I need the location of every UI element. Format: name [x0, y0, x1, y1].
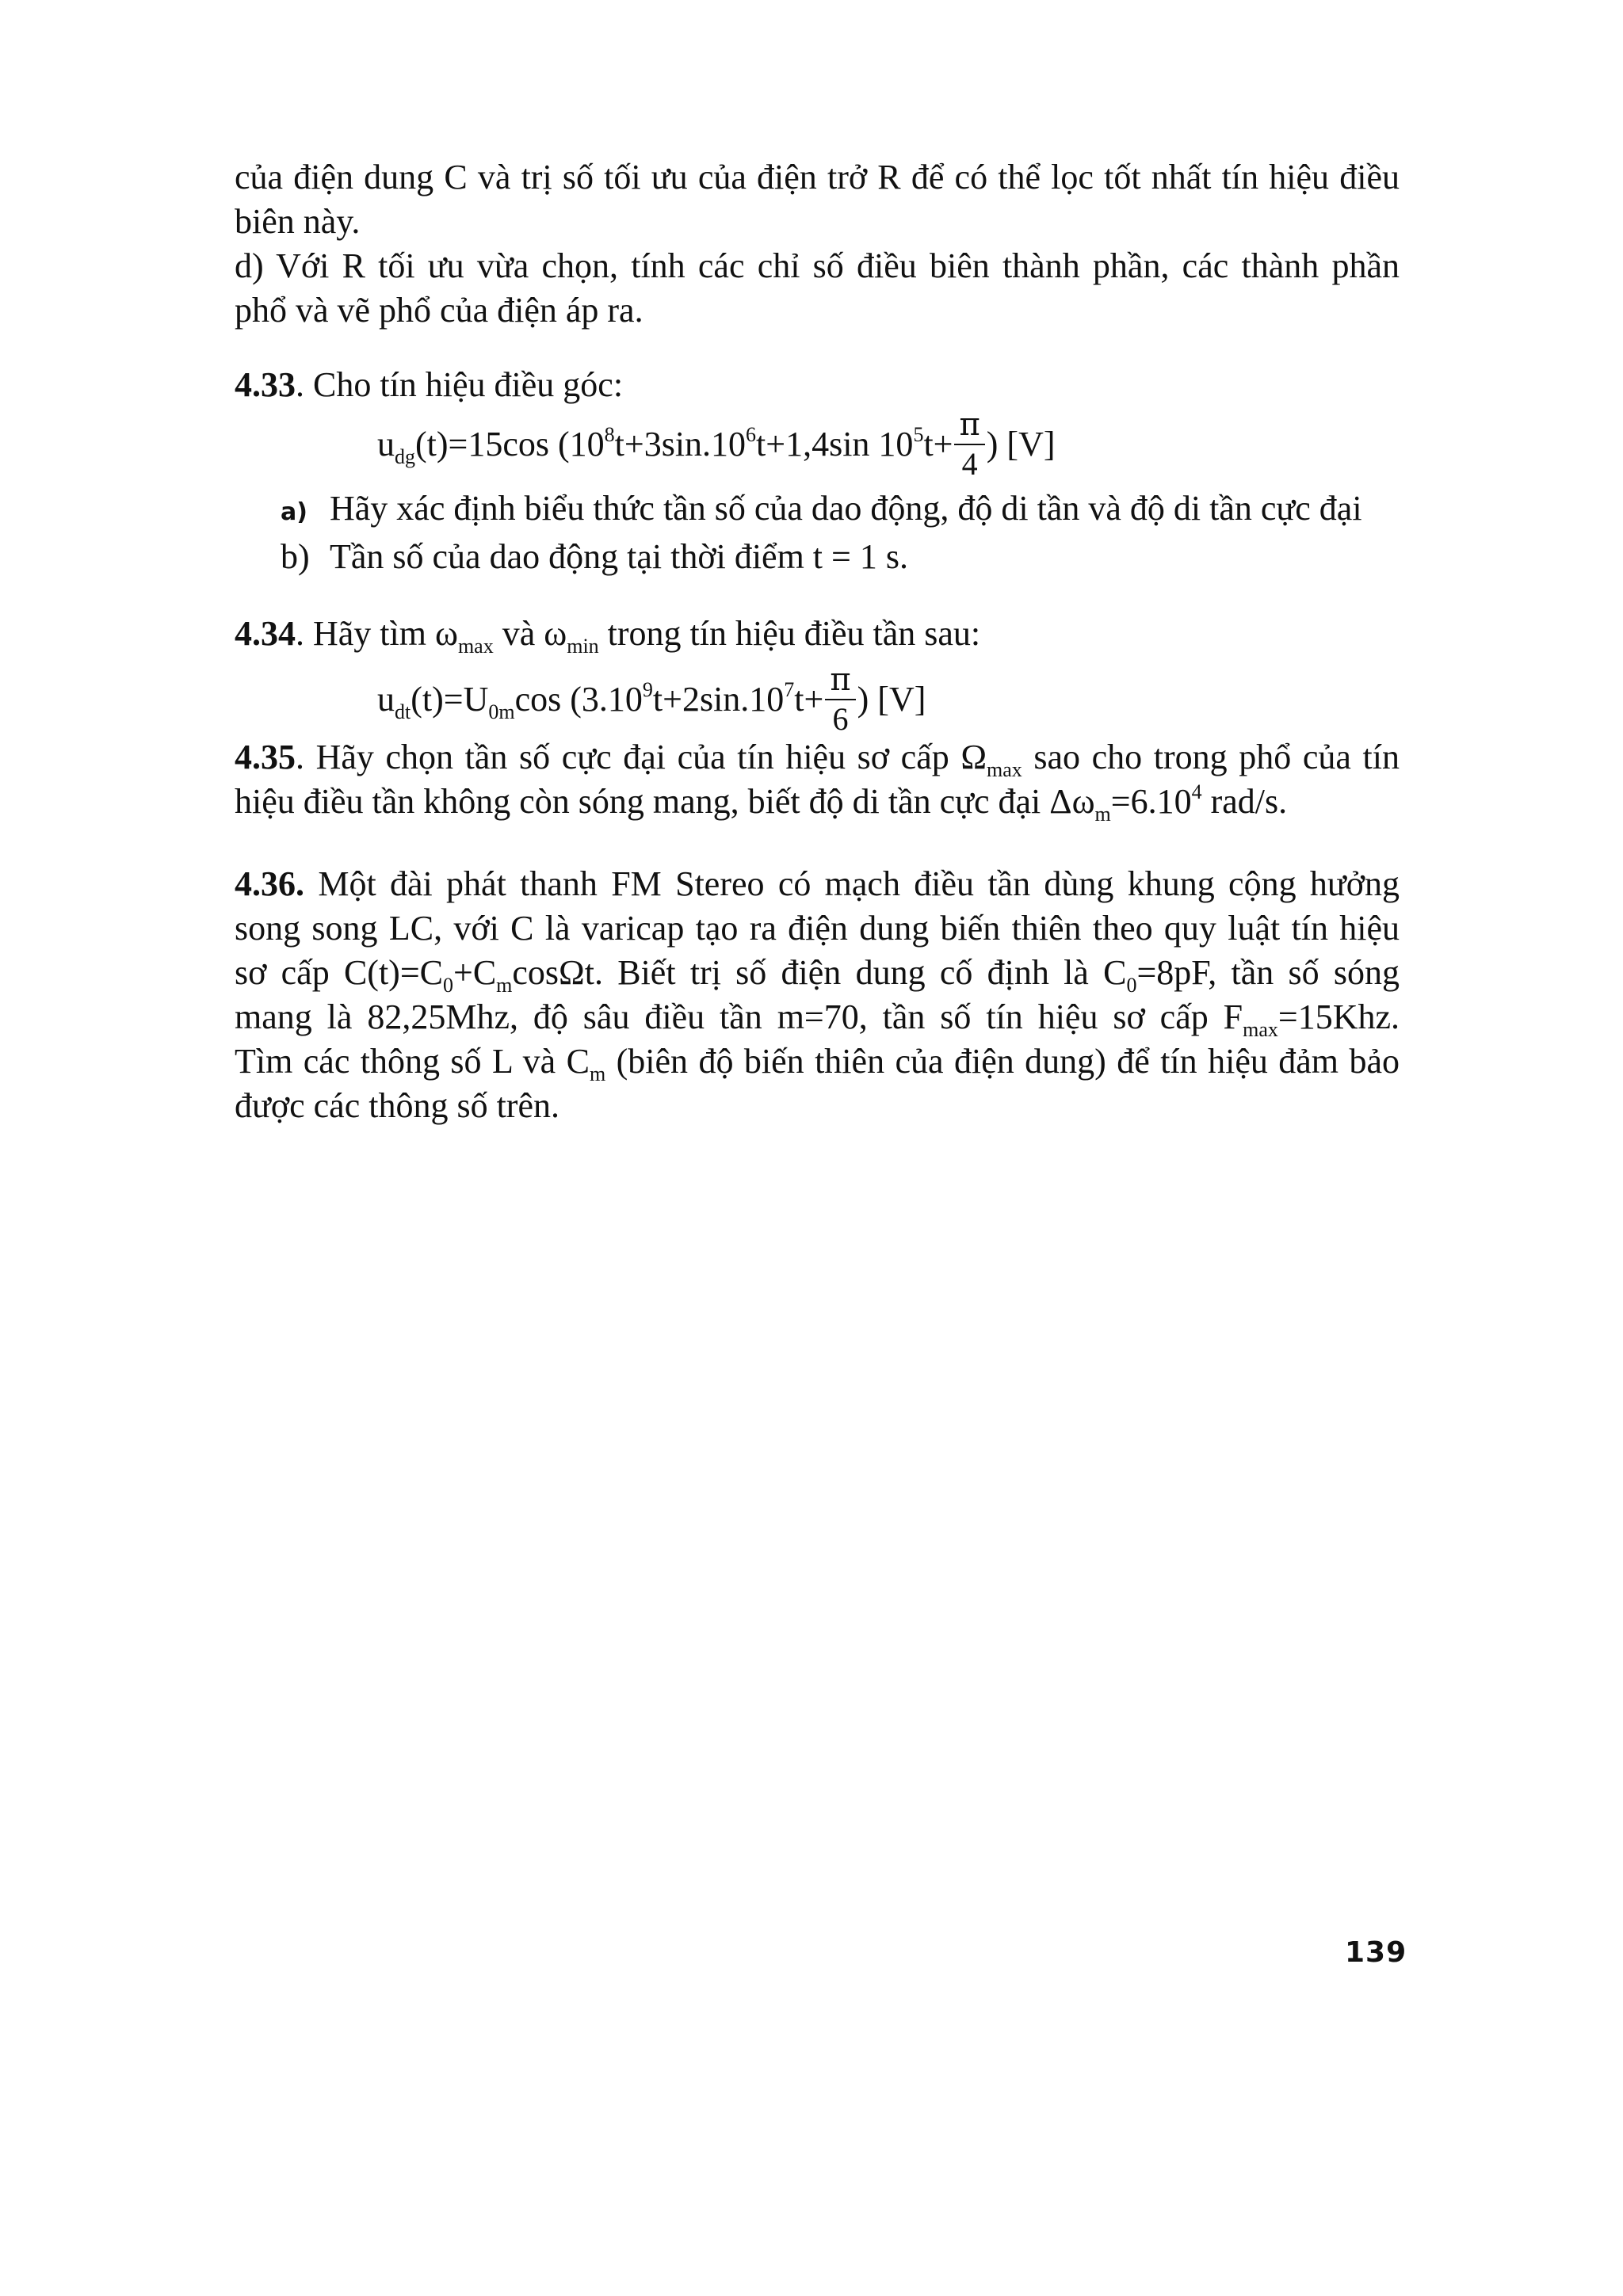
eq-text: t+1,4sin 10: [756, 425, 914, 464]
eq-text: u: [377, 425, 395, 464]
text-line: [235, 906, 1400, 951]
fraction-numerator: π: [954, 409, 984, 445]
eq-text: ) [V]: [986, 425, 1056, 464]
eq-text: t+: [923, 425, 953, 464]
eq-superscript: 6: [746, 423, 757, 447]
item-text: Tần số của dao động tại thời điểm t = 1 s.: [330, 537, 908, 576]
text-span: được các thông số trên.: [235, 1086, 559, 1125]
subscript: max: [987, 758, 1022, 781]
text-line: [235, 862, 1400, 906]
text-line: [235, 1039, 1400, 1084]
fraction: [825, 664, 855, 735]
item-a: [281, 486, 1406, 535]
text-line: [235, 288, 1400, 333]
text-span: . Hãy chọn tần số cực đại của tín hiệu sơ cấp Ω: [296, 738, 987, 776]
text-span: =8pF, tần số sóng: [1136, 953, 1400, 992]
text-line: [235, 780, 1400, 824]
text-span: +C: [453, 953, 497, 992]
text-span: cosΩt. Biết trị số điện dung cố định là C: [512, 953, 1127, 992]
equation-4-33: [377, 406, 1056, 483]
fraction-denominator: 4: [961, 446, 978, 482]
text-span: Một đài phát thanh FM Stereo có mạch điều tần dùng khung cộng hưởng: [304, 864, 1400, 903]
item-label: a): [281, 498, 307, 526]
eq-superscript: 9: [642, 678, 653, 702]
problem-4-35: [235, 735, 1400, 824]
problem-number: 4.35: [235, 738, 296, 776]
fraction-denominator: 6: [832, 701, 849, 737]
problem-4-34: [235, 612, 1400, 656]
equation-line: [377, 662, 926, 738]
subscript: max: [1243, 1018, 1278, 1041]
text-line: [235, 244, 1400, 288]
problem-intro: [235, 612, 1400, 656]
text-span: hiệu điều tần không còn sóng mang, biết độ di tần cực đại Δω: [235, 782, 1095, 821]
text-span: sơ cấp C(t)=C: [235, 953, 443, 992]
subscript: m: [589, 1062, 606, 1085]
text-span: biên này.: [235, 202, 361, 241]
eq-text: t+2sin.10: [652, 680, 785, 719]
text-line: [235, 951, 1400, 995]
continuation-paragraph: [235, 155, 1400, 333]
eq-text: (t)=15cos (10: [415, 425, 605, 464]
eq-text: t+3sin.10: [614, 425, 747, 464]
page-number: 139: [1345, 1936, 1407, 1969]
text-span: =6.10: [1110, 782, 1192, 821]
text-span: mang là 82,25Mhz, độ sâu điều tần m=70, tần số tín hiệu sơ cấp F: [235, 997, 1243, 1036]
text-span: rad/s.: [1201, 782, 1288, 821]
text-span: song song LC, với C là varicap tạo ra điện dung biến thiên theo quy luật tín hiệu: [235, 909, 1400, 948]
text-span: (biên độ biến thiên của điện dung) để tín hiệu đảm bảo: [605, 1042, 1400, 1081]
text-span: sao cho trong phổ của tín: [1022, 738, 1400, 776]
fraction: [954, 406, 984, 482]
subscript: m: [1094, 803, 1111, 826]
equation-4-34: [377, 662, 926, 738]
eq-superscript: 7: [784, 678, 795, 702]
text-span: =15Khz.: [1277, 997, 1400, 1036]
subscript: max: [457, 635, 494, 658]
text-span: d) Với R tối ưu vừa chọn, tính các chỉ số điều biên thành phần, các thành phần: [235, 246, 1400, 285]
problem-number: 4.34: [235, 614, 296, 653]
subscript: min: [567, 635, 599, 658]
text-span: . Hãy tìm ω: [296, 614, 458, 653]
problem-4-33: [235, 363, 1400, 407]
subscript: m: [496, 974, 513, 997]
item-label: b): [281, 537, 310, 576]
problem-number: 4.33: [235, 365, 296, 404]
text-span: Tìm các thông số L và C: [235, 1042, 590, 1081]
problem-4-36: [235, 862, 1400, 1128]
problem-4-33-items: [281, 486, 1406, 579]
problem-intro: [235, 363, 1400, 407]
eq-subscript: dt: [395, 700, 411, 724]
eq-text: (t)=U: [411, 680, 489, 719]
equation-line: [377, 406, 1056, 483]
text-line: [235, 735, 1400, 780]
eq-text: cos (3.10: [514, 680, 643, 719]
problem-intro-text: . Cho tín hiệu điều góc:: [296, 365, 624, 404]
text-span: và ω: [493, 614, 567, 653]
text-span: phổ và vẽ phổ của điện áp ra.: [235, 291, 643, 330]
item-text: Hãy xác định biểu thức tần số của dao động, độ di tần và độ di tần cực đại: [330, 489, 1362, 528]
text-span: trong tín hiệu điều tần sau:: [598, 614, 981, 653]
eq-subscript: 0m: [488, 700, 515, 724]
eq-subscript: dg: [395, 445, 415, 469]
superscript: 4: [1191, 780, 1202, 803]
item-b: [281, 535, 1406, 579]
subscript: 0: [1126, 974, 1137, 997]
fraction-numerator: π: [825, 664, 855, 700]
text-line: [235, 155, 1400, 200]
eq-text: u: [377, 680, 395, 719]
eq-text: ) [V]: [857, 680, 926, 719]
eq-text: t+: [794, 680, 824, 719]
eq-superscript: 5: [913, 423, 924, 447]
text-line: [235, 995, 1400, 1039]
text-line: [235, 1084, 1400, 1128]
eq-superscript: 8: [604, 423, 615, 447]
text-span: của điện dung C và trị số tối ưu của điện trở R để có thể lọc tốt nhất tín hiệu điều: [235, 158, 1400, 196]
text-line: [235, 200, 1400, 244]
subscript: 0: [443, 974, 453, 997]
problem-number: 4.36.: [235, 864, 304, 903]
